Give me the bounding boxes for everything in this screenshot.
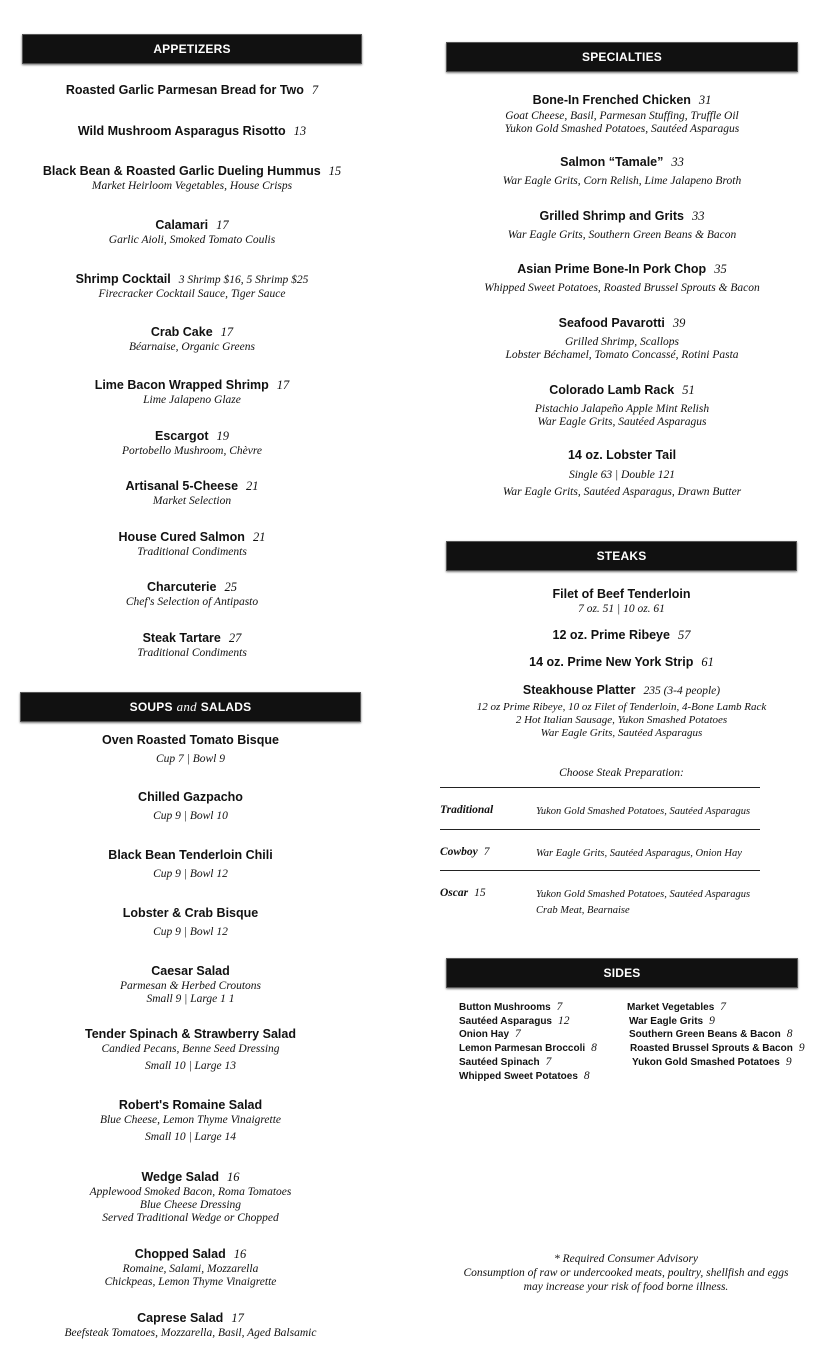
item-price: 17 [220, 325, 234, 339]
item-name: Shrimp Cocktail [75, 272, 171, 286]
sides-header [446, 958, 798, 988]
side-price: 9 [709, 1015, 715, 1027]
side-name: Market Vegetables [627, 1002, 715, 1013]
menu-item [22, 122, 362, 140]
steaks-header-label: STEAKS [596, 549, 647, 563]
item-name: Bone-In Frenched Chicken [532, 93, 691, 107]
item-name: Oven Roasted Tomato Bisque [102, 733, 279, 747]
item-description: Blue Cheese, Lemon Thyme Vinaigrette [99, 1114, 282, 1126]
menu-item [20, 731, 361, 766]
item-sizes: Cup 7 | Bowl 9 [156, 753, 225, 765]
item-name: Seafood Pavarotti [558, 316, 665, 330]
item-name: 14 oz. Prime New York Strip [529, 655, 694, 669]
item-description: Yukon Gold Smashed Potatoes, Sautéed Asparagus [504, 123, 740, 135]
item-name: Asian Prime Bone-In Pork Chop [517, 262, 707, 276]
item-description: 12 oz Prime Ribeye, 10 oz Filet of Tenderloin, 4-Bone Lamb Rack [476, 701, 767, 713]
item-description: Served Traditional Wedge or Chopped [102, 1212, 279, 1224]
menu-item [446, 446, 798, 499]
menu-item [20, 904, 361, 939]
item-name: Robert's Romaine Salad [118, 1098, 263, 1112]
item-price: 17 [216, 218, 229, 232]
menu-item [20, 788, 361, 823]
menu-item [20, 1309, 361, 1340]
divider [440, 787, 760, 788]
header-label-and: and [176, 699, 197, 714]
side-name: Yukon Gold Smashed Potatoes [632, 1057, 780, 1068]
item-name: Black Bean Tenderloin Chili [108, 848, 273, 862]
item-sizes: Small 10 | Large 14 [145, 1131, 236, 1143]
item-description: Grilled Shrimp, Scallops [564, 336, 680, 348]
item-description: Chickpeas, Lemon Thyme Vinaigrette [104, 1276, 277, 1288]
side-price: 9 [785, 1056, 792, 1068]
item-description: Candied Pecans, Benne Seed Dressing [101, 1043, 280, 1055]
item-description: Béarnaise, Organic Greens [129, 341, 255, 353]
menu-item [22, 477, 362, 508]
side-price: 12 [558, 1015, 570, 1027]
item-sizes: Cup 9 | Bowl 12 [153, 868, 228, 880]
menu-item [22, 270, 362, 301]
item-price: 13 [293, 124, 307, 138]
item-price: 15 [328, 164, 342, 178]
side-item [632, 1056, 792, 1068]
side-price: 7 [545, 1056, 552, 1068]
item-description: War Eagle Grits, Southern Green Beans & Bacon [507, 229, 737, 241]
item-price: 25 [224, 580, 237, 594]
item-description: Blue Cheese Dressing [139, 1199, 242, 1211]
item-name: Roasted Garlic Parmesan Bread for Two [65, 83, 304, 97]
item-description: Pistachio Jalapeño Apple Mint Relish [534, 403, 710, 415]
side-item [629, 1028, 792, 1040]
header-label: SALADS [200, 700, 252, 714]
item-name: 14 oz. Lobster Tail [567, 448, 677, 462]
item-description: Traditional Condiments [137, 546, 247, 558]
specialties-header-label: SPECIALTIES [582, 50, 662, 64]
side-name: Sautéed Asparagus [459, 1016, 552, 1027]
soups-salads-header [20, 692, 361, 722]
item-description: Romaine, Salami, Mozzarella [122, 1263, 259, 1275]
menu-item [22, 528, 362, 559]
header-label: SOUPS [129, 700, 173, 714]
menu-item [20, 1025, 361, 1073]
item-description: Firecracker Cocktail Sauce, Tiger Sauce [98, 288, 286, 300]
item-description: Lime Jalapeno Glaze [143, 394, 241, 406]
item-description: War Eagle Grits, Sautéed Asparagus [537, 416, 707, 428]
item-description: Garlic Aioli, Smoked Tomato Coulis [108, 234, 276, 246]
advisory-title: * Required Consumer Advisory [553, 1253, 699, 1265]
menu-item [22, 81, 362, 99]
prep-price: 15 [474, 887, 486, 899]
item-description: Chef's Selection of Antipasto [125, 596, 259, 608]
prep-cowboy [440, 846, 489, 858]
item-description: Parmesan & Herbed Croutons [119, 980, 262, 992]
item-name: Caprese Salad [137, 1311, 224, 1325]
menu-item [446, 681, 797, 740]
item-sizes: Single 63 | Double 121 [568, 469, 675, 481]
item-price: 39 [672, 316, 686, 330]
menu-item [22, 162, 362, 193]
divider [440, 870, 760, 871]
menu-item [22, 629, 362, 660]
side-item [459, 1042, 597, 1054]
item-description: Lobster Béchamel, Tomato Concassé, Rotini Pasta [505, 349, 739, 361]
side-item [630, 1042, 805, 1054]
item-name: Artisanal 5-Cheese [125, 479, 239, 493]
item-description: Whipped Sweet Potatoes, Roasted Brussel Sprouts & Bacon [484, 282, 760, 294]
prep-name: Cowboy [440, 846, 478, 858]
side-name: Onion Hay [459, 1029, 510, 1040]
prep-desc-line: Crab Meat, Bearnaise [536, 905, 630, 916]
menu-item [446, 314, 798, 362]
item-price: 16 [233, 1247, 247, 1261]
prep-name: Oscar [440, 887, 469, 899]
menu-item [20, 962, 361, 1006]
item-sizes: Cup 9 | Bowl 10 [153, 810, 228, 822]
item-name: Wild Mushroom Asparagus Risotto [77, 124, 286, 138]
item-sizes: Small 9 | Large 1 1 [146, 993, 235, 1005]
menu-item [20, 846, 361, 881]
side-name: Roasted Brussel Sprouts & Bacon [630, 1043, 793, 1054]
item-name: Grilled Shrimp and Grits [539, 209, 684, 223]
item-price: 17 [231, 1311, 244, 1325]
menu-item [446, 653, 797, 671]
side-price: 8 [786, 1028, 793, 1040]
item-price: 33 [691, 209, 705, 223]
side-item [459, 1070, 590, 1082]
item-price: 21 [252, 530, 266, 544]
item-description: Traditional Condiments [137, 647, 247, 659]
menu-item [22, 216, 362, 247]
advisory-text: may increase your risk of food borne illness. [523, 1281, 729, 1293]
item-name: 12 oz. Prime Ribeye [552, 628, 670, 642]
prep-oscar-desc [536, 887, 750, 919]
item-name: Steak Tartare [142, 631, 221, 645]
side-price: 8 [583, 1070, 590, 1082]
item-price: 235 (3-4 people) [643, 685, 721, 697]
appetizers-header-label: APPETIZERS [153, 42, 231, 56]
item-description: Beefsteak Tomatoes, Mozzarella, Basil, Aged Balsamic [64, 1327, 317, 1339]
prep-cowboy-desc: War Eagle Grits, Sautéed Asparagus, Onion Hay [536, 848, 742, 859]
advisory-text: Consumption of raw or undercooked meats, poultry, shellfish and eggs [463, 1267, 789, 1279]
item-description: 2 Hot Italian Sausage, Yukon Smashed Potatoes [515, 714, 728, 726]
side-price: 8 [591, 1042, 597, 1054]
prep-traditional [440, 804, 493, 816]
menu-item [22, 323, 362, 354]
item-name: Wedge Salad [141, 1170, 220, 1184]
side-item [459, 1056, 551, 1068]
menu-item [446, 626, 797, 644]
menu-item [20, 1168, 361, 1225]
prep-desc-line: Yukon Gold Smashed Potatoes, Sautéed Asparagus [536, 889, 751, 900]
item-name: Filet of Beef Tenderloin [552, 587, 691, 601]
menu-item [446, 585, 797, 616]
prep-name: Traditional [440, 804, 494, 816]
item-price: 33 [671, 155, 684, 169]
side-item [627, 1001, 726, 1013]
item-name: Lobster & Crab Bisque [122, 906, 259, 920]
item-name: Crab Cake [150, 325, 213, 339]
item-description: Market Selection [152, 495, 232, 507]
menu-item [22, 376, 362, 407]
item-name: Salmon “Tamale” [560, 155, 664, 169]
item-price: 7 [311, 83, 319, 97]
item-description: War Eagle Grits, Sautéed Asparagus [540, 727, 703, 739]
item-price: 3 Shrimp $16, 5 Shrimp $25 [178, 274, 309, 286]
menu-item [20, 1245, 361, 1289]
item-price: 17 [276, 378, 290, 392]
menu-item [446, 91, 798, 136]
item-description: War Eagle Grits, Corn Relish, Lime Jalapeno Broth [502, 175, 742, 187]
side-item [459, 1001, 562, 1013]
menu-item [22, 578, 362, 609]
side-name: Sautéed Spinach [459, 1057, 540, 1068]
side-name: War Eagle Grits [629, 1016, 704, 1027]
item-name: Black Bean & Roasted Garlic Dueling Hummus [42, 164, 321, 178]
side-price: 7 [720, 1001, 727, 1013]
item-name: Chopped Salad [134, 1247, 226, 1261]
prep-price: 7 [483, 846, 490, 858]
item-price: 19 [216, 429, 229, 443]
item-price: 16 [227, 1170, 240, 1184]
item-price: 35 [714, 262, 727, 276]
steak-prep-title [446, 763, 797, 781]
divider [440, 829, 760, 830]
steaks-header [446, 541, 797, 571]
menu-item [22, 427, 362, 458]
item-price: 51 [682, 383, 695, 397]
steak-prep-title-text: Choose Steak Preparation: [559, 767, 684, 779]
item-name: Lime Bacon Wrapped Shrimp [94, 378, 269, 392]
item-sizes: Small 10 | Large 13 [145, 1060, 236, 1072]
item-name: House Cured Salmon [118, 530, 245, 544]
item-sizes: 7 oz. 51 | 10 oz. 61 [578, 603, 665, 615]
side-price: 7 [556, 1001, 563, 1013]
menu-item [446, 207, 798, 242]
menu-item [446, 260, 798, 295]
side-name: Southern Green Beans & Bacon [629, 1029, 781, 1040]
item-price: 31 [698, 93, 712, 107]
prep-oscar [440, 887, 486, 899]
item-name: Colorado Lamb Rack [549, 383, 675, 397]
side-item [459, 1028, 521, 1040]
item-name: Chilled Gazpacho [138, 790, 243, 804]
item-sizes: Cup 9 | Bowl 12 [153, 926, 228, 938]
item-name: Caesar Salad [151, 964, 230, 978]
side-item [459, 1015, 570, 1027]
specialties-header [446, 42, 798, 72]
side-name: Whipped Sweet Potatoes [459, 1071, 578, 1082]
prep-traditional-desc: Yukon Gold Smashed Potatoes, Sautéed Asparagus [536, 806, 751, 817]
item-description: Applewood Smoked Bacon, Roma Tomatoes [89, 1186, 292, 1198]
item-name: Calamari [155, 218, 209, 232]
item-name: Steakhouse Platter [522, 683, 636, 697]
menu-item [20, 1096, 361, 1144]
item-description: Portobello Mushroom, Chèvre [121, 445, 262, 457]
item-name: Tender Spinach & Strawberry Salad [85, 1027, 296, 1041]
item-price: 61 [701, 655, 714, 669]
item-name: Escargot [155, 429, 209, 443]
item-name: Charcuterie [147, 580, 217, 594]
side-item [629, 1015, 715, 1027]
consumer-advisory [440, 1252, 812, 1294]
appetizers-header [22, 34, 362, 64]
item-description: Goat Cheese, Basil, Parmesan Stuffing, Truffle Oil [505, 110, 739, 122]
side-price: 9 [798, 1042, 805, 1054]
side-name: Lemon Parmesan Broccoli [459, 1043, 586, 1054]
menu-item [446, 381, 798, 429]
sides-header-label: SIDES [603, 966, 641, 980]
item-price: 57 [677, 628, 691, 642]
side-price: 7 [515, 1028, 521, 1040]
item-description: Market Heirloom Vegetables, House Crisps [91, 180, 293, 192]
side-name: Button Mushrooms [459, 1002, 551, 1013]
item-price: 21 [246, 479, 259, 493]
menu-item [446, 153, 798, 188]
item-price: 27 [228, 631, 242, 645]
item-description: War Eagle Grits, Sautéed Asparagus, Drawn Butter [502, 486, 742, 498]
